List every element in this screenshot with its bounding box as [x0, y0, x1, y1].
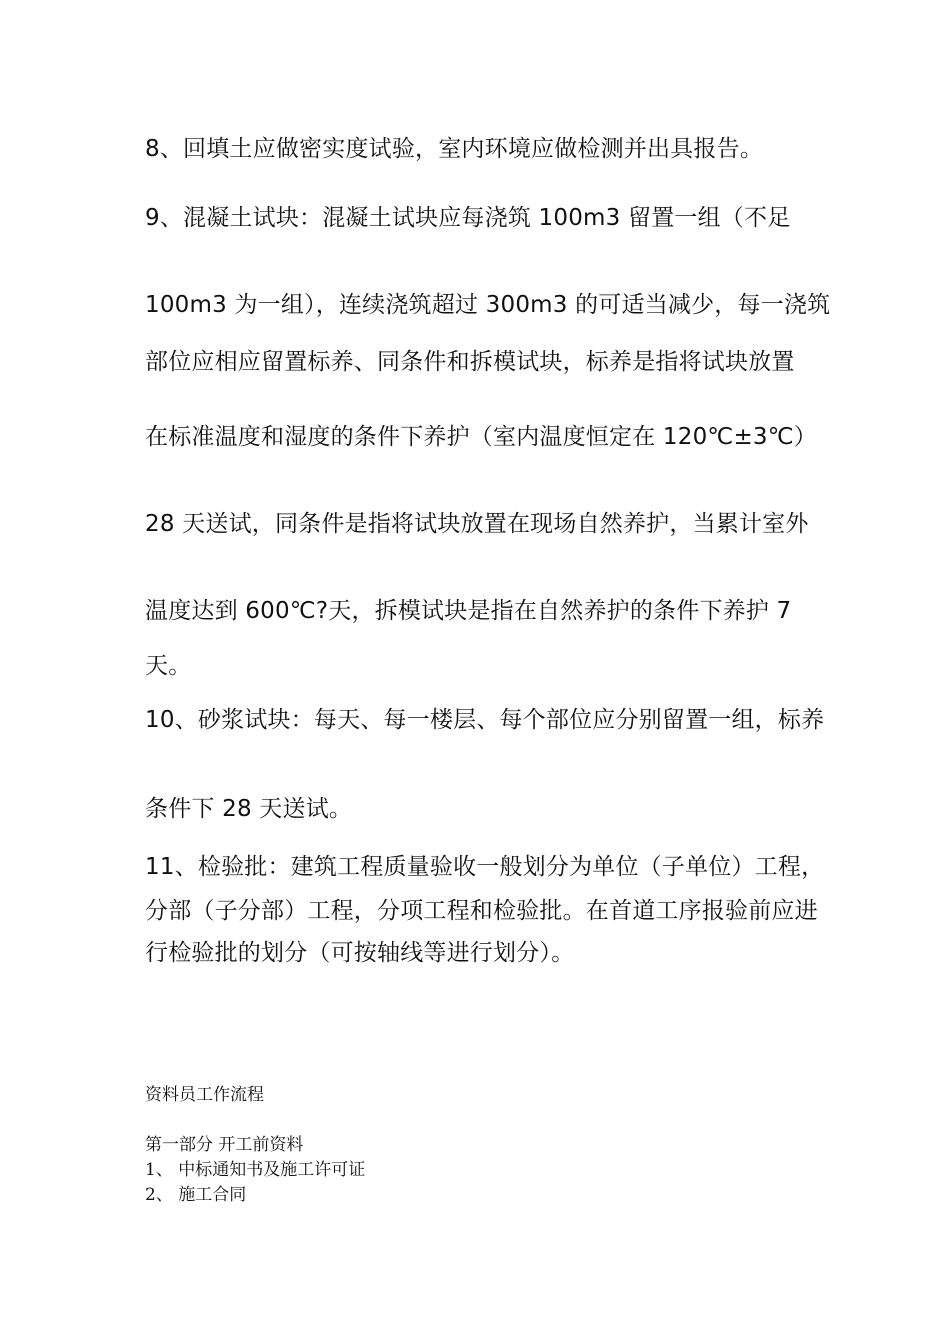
- paragraph-line: 分部（子分部）工程，分项工程和检验批。在首道工序报验前应进: [145, 898, 818, 924]
- list-item: 1、 中标通知书及施工许可证: [145, 1160, 366, 1180]
- paragraph-line: 行检验批的划分（可按轴线等进行划分）。: [145, 940, 575, 966]
- section-title: 资料员工作流程: [145, 1085, 264, 1105]
- paragraph-line: 部位应相应留置标养、同条件和拆模试块，标养是指将试块放置: [145, 349, 795, 375]
- paragraph-line: 条件下 28 天送试。: [145, 796, 353, 822]
- paragraph-line: 在标准温度和湿度的条件下养护（室内温度恒定在 120℃±3℃）: [145, 424, 817, 450]
- part-title: 第一部分 开工前资料: [145, 1135, 304, 1155]
- paragraph-line: 28 天送试，同条件是指将试块放置在现场自然养护，当累计室外: [145, 511, 809, 537]
- paragraph-line: 天。: [145, 653, 192, 679]
- paragraph-line-item-8: 8、回填土应做密实度试验，室内环境应做检测并出具报告。: [145, 136, 764, 162]
- paragraph-line-item-9-start: 9、混凝土试块：混凝土试块应每浇筑 100m3 留置一组（不足: [145, 205, 791, 231]
- list-item: 2、 施工合同: [145, 1185, 247, 1205]
- paragraph-line: 温度达到 600℃?天，拆模试块是指在自然养护的条件下养护 7: [145, 598, 792, 624]
- paragraph-line-item-11-start: 11、检验批：建筑工程质量验收一般划分为单位（子单位）工程，: [145, 854, 825, 880]
- paragraph-line: 100m3 为一组），连续浇筑超过 300m3 的可适当减少，每一浇筑: [145, 292, 831, 318]
- paragraph-line-item-10-start: 10、砂浆试块：每天、每一楼层、每个部位应分别留置一组，标养: [145, 707, 825, 733]
